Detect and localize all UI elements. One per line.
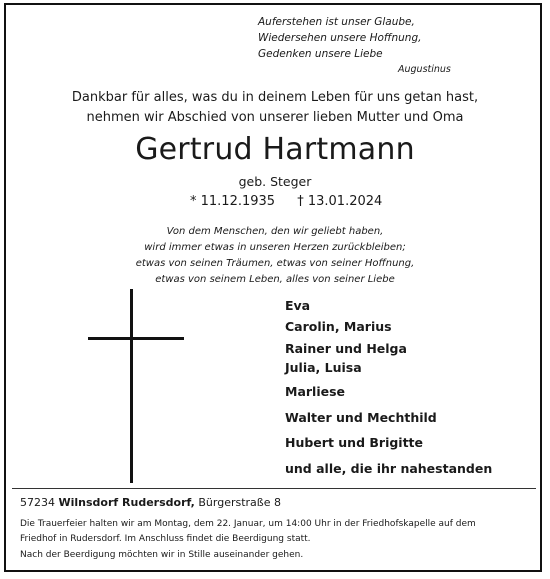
mourner-name: Hubert und Brigitte (285, 435, 424, 450)
notice-line: Friedhof in Rudersdorf. Im Anschluss findet die Beerdigung statt. (20, 534, 311, 544)
birth-date: * 11.12.1935 (190, 194, 276, 209)
town: Wilnsdorf Rudersdorf, (58, 496, 195, 509)
intro-line: nehmen wir Abschied von unserer lieben Mutter und Oma (86, 110, 464, 125)
mourner-name: Carolin, Marius (285, 319, 392, 334)
notice-line: Die Trauerfeier halten wir am Montag, dem 22. Januar, um 14:00 Uhr in der Friedhofskapelle auf dem (20, 519, 476, 529)
mourner-name: Eva (285, 298, 311, 313)
motto-quote (258, 14, 421, 62)
mourner-name: und alle, die ihr nahestanden (285, 461, 493, 476)
memorial-poem (0, 224, 550, 288)
address-line (20, 496, 281, 509)
motto-line: Wiedersehen unsere Hoffnung, (258, 32, 422, 44)
poem-line: etwas von seinem Leben, alles von seiner Liebe (155, 274, 395, 285)
mourner-name: Julia, Luisa (285, 360, 362, 375)
funeral-notice (20, 517, 476, 547)
postal-code: 57234 (20, 496, 55, 509)
intro-line: Dankbar für alles, was du in deinem Leben für uns getan hast, (71, 90, 479, 105)
mourner-name: Rainer und Helga (285, 341, 407, 356)
poem-line: Von dem Menschen, den wir geliebt haben, (166, 226, 384, 237)
street: Bürgerstraße 8 (198, 496, 281, 509)
cross-icon (88, 289, 184, 485)
motto-line: Auferstehen ist unser Glaube, (258, 16, 415, 28)
motto-author: Augustinus (398, 64, 451, 75)
death-cross-icon: † (297, 194, 304, 209)
divider (12, 488, 536, 489)
motto-line: Gedenken unsere Liebe (258, 48, 383, 60)
deceased-name: Gertrud Hartmann (135, 132, 415, 167)
poem-line: etwas von seinen Träumen, etwas von seiner Hoffnung, (135, 258, 415, 269)
mourner-name: Walter und Mechthild (285, 410, 437, 425)
birth-name: geb. Steger (238, 174, 312, 189)
mourner-name: Marliese (285, 384, 346, 399)
intro-text (0, 88, 550, 128)
notice-closing: Nach der Beerdigung möchten wir in Stille auseinander gehen. (20, 550, 304, 560)
life-dates (190, 194, 382, 209)
death-date: 13.01.2024 (307, 194, 383, 209)
poem-line: wird immer etwas in unseren Herzen zurückbleiben; (144, 242, 406, 253)
